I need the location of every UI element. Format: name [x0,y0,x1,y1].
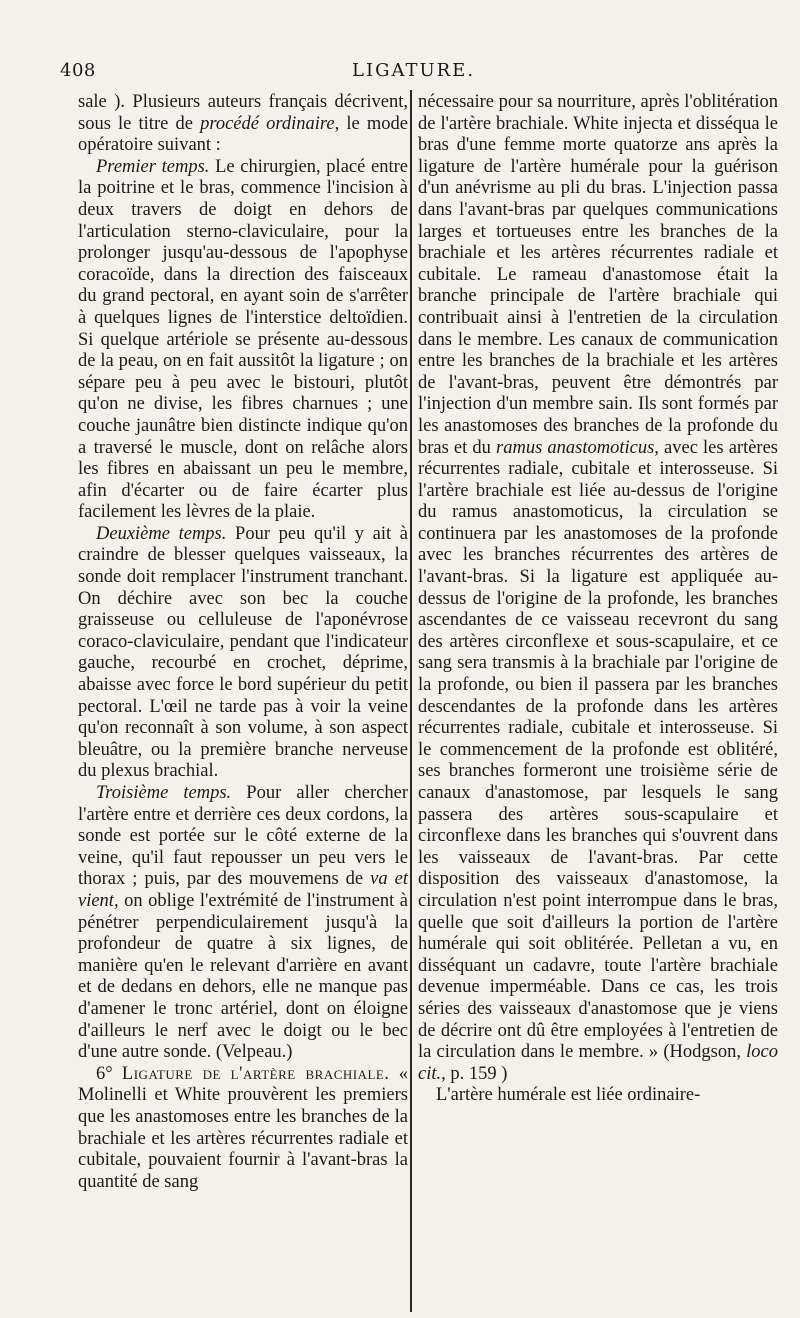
running-title: LIGATURE. [352,60,476,81]
italic-text: procédé ordinaire, [200,113,340,134]
paragraph [78,524,408,783]
text: sale ). Plusieurs auteurs français décrivent, sous le titre de [78,92,408,134]
paragraph [418,92,778,1085]
italic-heading: Premier temps. [96,156,210,177]
paragraph [78,92,408,157]
text: avec les artères récurrentes radiale, cubitale et interosseuse. Si l'artère brachiale est liée au-dessus de l'origine du ramus anastomoticus, la circulation se continuera par les anastomoses de la profonde avec les branches récurrentes des artères de l'avant-bras. Si la ligature est appliquée au-dessus de l'origine de la profonde, les branches ascendantes de ce vaisseau recevront du sang des artères circonflexe et sous-scapulaire, et ce sang sera transmis à la brachiale par l'origine de la profonde, ou bien il passera par les branches descendantes de la profonde dans les artères récurrentes radiale, cubitale et interosseuse. Si le commencement de la profonde est oblitéré, ses branches formeront une troisième série de canaux d'anastomose, par lesquels le sang passera des artères sous-scapulaire et circonflexe dans les branches qui s'ouvrent dans les vaisseaux de l'avant-bras. Par cette disposition des vaisseaux d'anastomose, la circulation n'est point interrompue dans le bras, quelle que soit d'ailleurs la portion de l'artère humérale qui soit oblitérée. Pelletan a vu, en disséquant un cadavre, toute l'artère brachiale devenue imperméable. Dans ce cas, les trois séries des vaisseaux d'anastomose que je viens de décrire ont dû être employées à l'entretien de la circulation dans le membre. » (Hodgson, [418,437,779,1063]
text: Le chirurgien, placé entre la poitrine et le bras, commence l'incision à deux travers de doigt en dehors de l'articulation sterno-claviculaire, pour la prolonger jusqu'au-dessous de l'apophyse coracoïde, dans la direction des faisceaux du grand pectoral, en ayant soin de s'arrêter à quelques lignes de l'interstice deltoïdien. Si quelque artériole se présente au-dessous de la peau, on en fait aussitôt la ligature ; on sépare peu à peu avec le bistouri, plutôt qu'on ne divise, les fibres charnues ; une couche jaunâtre bien distincte indique qu'on a traversé le muscle, dont on relâche alors les fibres en abaissant un peu le membre, afin d'écarter ou de faire écarter plus facilement les lèvres de la plaie. [78,156,408,523]
left-column [78,92,408,1193]
paragraph [78,783,408,1064]
text: le mode opératoire suivant : [78,113,408,156]
italic-text: va et vient, [78,869,409,911]
paragraph [418,1085,778,1107]
text: nécessaire pour sa nourriture, après l'oblitération de l'artère brachiale. White injecta et disséqua le bras d'une femme morte quatorze ans après la ligature de l'artère humérale pour la guérison d'un anévrisme au pli du bras. L'injection passa dans l'avant-bras par quelques communications larges et tortueuses entre les branches de la brachiale et les artères récurrentes radiale et cubitale. Le rameau d'anastomose était la branche principale de l'artère brachiale qui contribuait ainsi à l'entretien de la circulation dans le membre. Les canaux de communication entre les branches de la brachiale et les artères de l'avant-bras, peuvent être démontrés par l'injection d'un membre sain. Ils sont formés par les anastomoses des branches de la profonde du bras et du [418,92,778,458]
italic-heading: Troisième temps. [96,783,232,803]
text: on oblige l'extrémité de l'instrument à pénétrer perpendiculairement jusqu'à la profondeur de quatre à six lignes, de manière qu'en le relevant d'arrière en avant et de dedans en dehors, elle ne manque pas d'amener le tronc artériel, dont on éloigne d'ailleurs le nerf avec le doigt ou le bec d'une autre sonde. (Velpeau.) [78,890,408,1063]
text: Pour peu qu'il y ait à craindre de blesser quelques vaisseaux, la sonde doit remplacer l'instrument tranchant. On déchire avec son bec la couche graisseuse ou celluleuse de l'aponévrose coraco-claviculaire, pendant que l'indicateur gauche, recourbé en crochet, déprime, abaisse avec force le bord supérieur du petit pectoral. L'œil ne tarde pas à voir la veine qu'on reconnaît à son volume, à son aspect bleuâtre, ou la première branche nerveuse du plexus brachial. [78,523,408,782]
paragraph [78,157,408,524]
page-header [60,60,476,86]
italic-text: loco cit., [418,1042,779,1084]
section-heading: Ligature de l'artère brachiale. [121,1063,390,1084]
text: « Molinelli et White prouvèrent les premiers que les anastomoses entre les branches de la brachiale et les artères récurrentes radiale et cubitale, pouvaient fournir à l'avant-bras la quantité de sang [78,1063,409,1192]
text: L'artère humérale est liée ordinaire- [436,1085,701,1106]
italic-text: ramus anastomoticus, [496,437,659,458]
page-number: 408 [60,60,96,81]
column-divider [410,90,412,1312]
italic-heading: Deuxième temps. [96,523,227,544]
paragraph [78,1064,408,1194]
section-number: 6° [96,1063,113,1084]
text: Pour aller chercher l'artère entre et derrière ces deux cordons, la sonde est portée sur le côté externe de la veine, qu'il faut repousser un peu vers le thorax ; puis, par des mouvemens de [78,783,408,890]
text: p. 159 ) [450,1063,508,1084]
right-column [418,92,778,1107]
